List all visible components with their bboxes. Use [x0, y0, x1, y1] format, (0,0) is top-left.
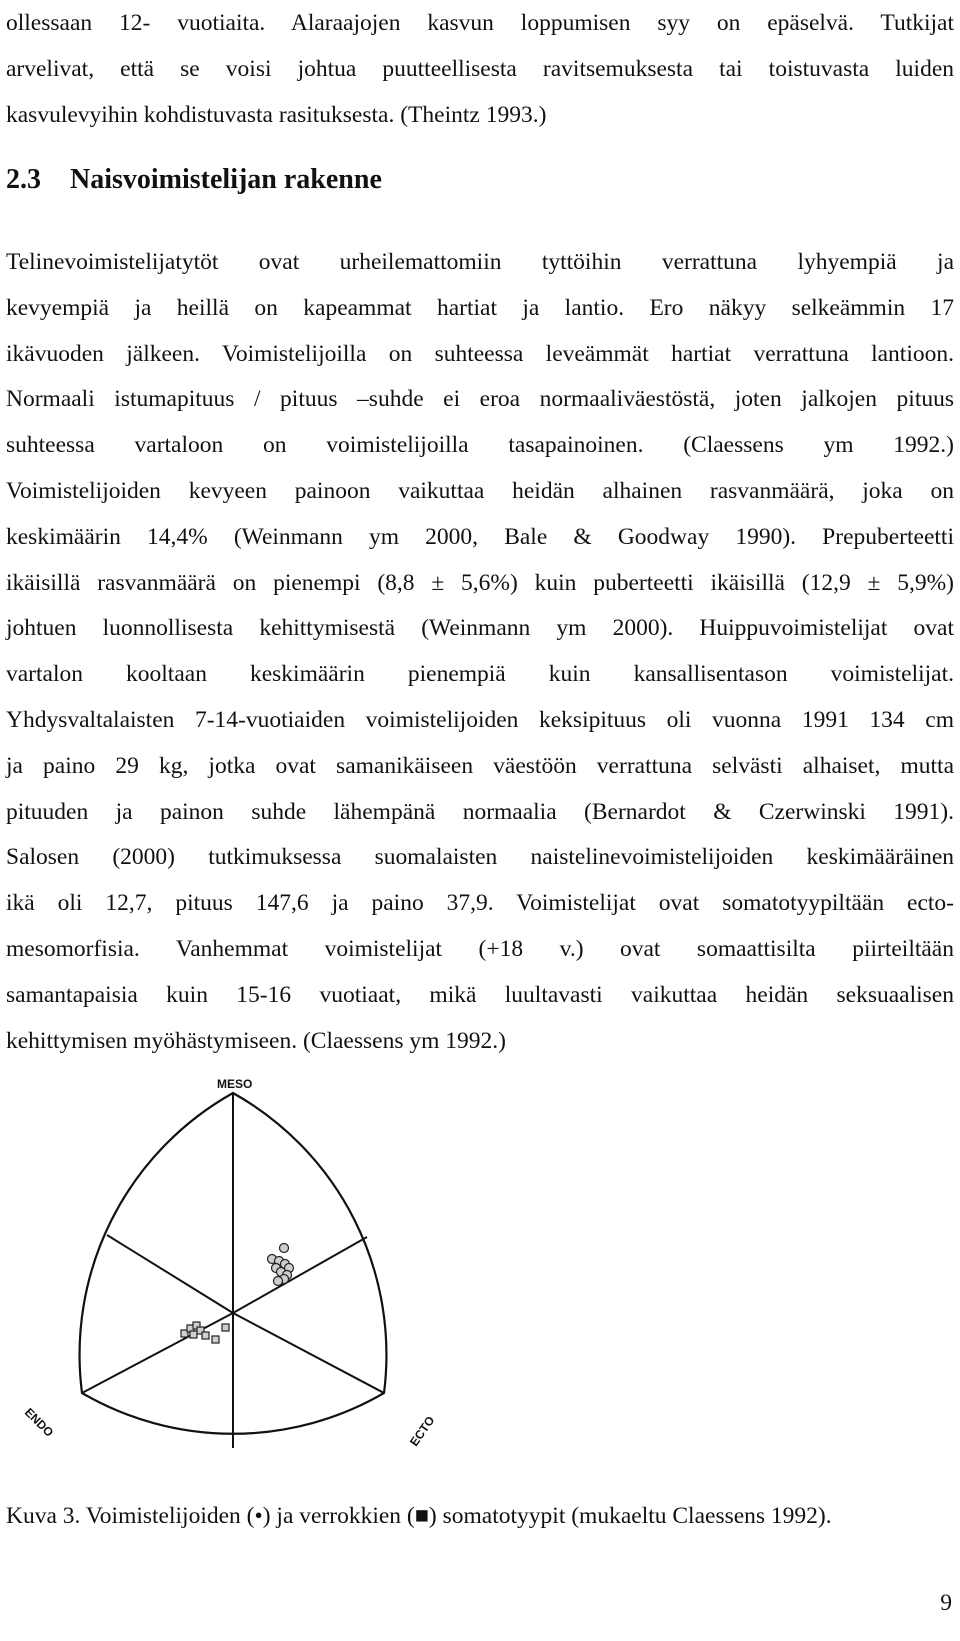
text-line: ollessaan 12- vuotiaita. Alaraajojen kasvun loppumisen syy on epäselvä. Tutkijat: [6, 10, 954, 36]
text-line: johtuen luonnollisesta kehittymisestä (Weinmann ym 2000). Huippuvoimistelijat ovat: [6, 615, 954, 642]
meso-label: MESO: [217, 1077, 253, 1091]
intro-paragraph: [6, 0, 954, 138]
page-number: 9: [940, 1590, 952, 1616]
text-line: Salosen (2000) tutkimuksessa suomalaisten naistelinevoimistelijoiden keskimääräinen: [6, 844, 954, 871]
section-number: 2.3: [6, 164, 41, 195]
text-line: Telinevoimistelijatytöt ovat urheilemattomiin tyttöihin verrattuna lyhyempiä ja: [6, 249, 954, 275]
text-line: keskimäärin 14,4% (Weinmann ym 2000, Bale & Goodway 1990). Prepuberteetti: [6, 523, 954, 550]
control-markers: [181, 1322, 229, 1343]
section-heading: [6, 160, 382, 200]
section-title: Naisvoimistelijan rakenne: [70, 164, 382, 195]
text-line: arvelivat, että se voisi johtua puutteellisesta ravitsemuksesta tai toistuvasta luiden: [6, 56, 954, 82]
text-line: mesomorfisia. Vanhemmat voimistelijat (+18 v.) ovat somaattisilta piirteiltään: [6, 935, 954, 962]
text-line: kasvulevyihin kohdistuvasta rasituksesta. (Theintz 1993.): [6, 102, 547, 128]
somatochart: [0, 1070, 480, 1470]
text-line: Yhdysvaltalaisten 7-14-vuotiaiden voimistelijoiden keksipituus oli vuonna 1991 134 cm: [6, 706, 954, 733]
control-point: [190, 1331, 197, 1338]
ecto-axis-line: [233, 1313, 384, 1393]
text-line: Normaali istumapituus / pituus –suhde ei eroa normaaliväestöstä, joten jalkojen pituus: [6, 386, 954, 413]
gymnast-point: [280, 1244, 289, 1253]
figure-caption: Kuva 3. Voimistelijoiden (•) ja verrokkien (■) somatotyypit (mukaeltu Claessens 1992).: [6, 1503, 832, 1529]
control-point: [202, 1332, 209, 1339]
text-line: Voimistelijoiden kevyeen painoon vaikuttaa heidän alhainen rasvanmäärä, joka on: [6, 477, 954, 504]
text-line: vartalon kooltaan keskimäärin pienempiä kuin kansallisentason voimistelijat.: [6, 661, 954, 688]
gymnast-point: [274, 1277, 283, 1286]
text-line: samantapaisia kuin 15-16 vuotiaat, mikä luultavasti vaikuttaa heidän seksuaalisen: [6, 981, 954, 1008]
meso-ecto-divider: [233, 1237, 367, 1313]
endo-label: ENDO: [21, 1405, 57, 1440]
ecto-label: ECTO: [406, 1413, 438, 1449]
control-point: [222, 1324, 229, 1331]
endo-axis-line: [82, 1313, 233, 1393]
text-line: ja paino 29 kg, jotka ovat samanikäiseen väestöön verrattuna selvästi alhaiset, mutta: [6, 752, 954, 779]
text-line: ikä oli 12,7, pituus 147,6 ja paino 37,9. Voimistelijat ovat somatotyypiltään ecto-: [6, 890, 954, 917]
meso-endo-divider: [107, 1235, 233, 1313]
text-line: ikäisillä rasvanmäärä on pienempi (8,8 ± 5,6%) kuin puberteetti ikäisillä (12,9 ± 5,9%): [6, 569, 954, 596]
text-line: kehittymisen myöhästymiseen. (Claessens ym 1992.): [6, 1027, 506, 1054]
somatochart-figure: [0, 1070, 480, 1470]
text-line: ikävuoden jälkeen. Voimistelijoilla on suhteessa leveämmät hartiat verrattuna lantioon.: [6, 340, 954, 367]
text-line: suhteessa vartaloon on voimistelijoilla tasapainoinen. (Claessens ym 1992.): [6, 432, 954, 459]
gymnast-markers: [268, 1244, 294, 1286]
control-point: [212, 1336, 219, 1343]
body-paragraph: [6, 240, 954, 1064]
text-line: kevyempiä ja heillä on kapeammat hartiat ja lantio. Ero näkyy selkeämmin 17: [6, 294, 954, 321]
text-line: pituuden ja painon suhde lähempänä normaalia (Bernardot & Czerwinski 1991).: [6, 798, 954, 825]
